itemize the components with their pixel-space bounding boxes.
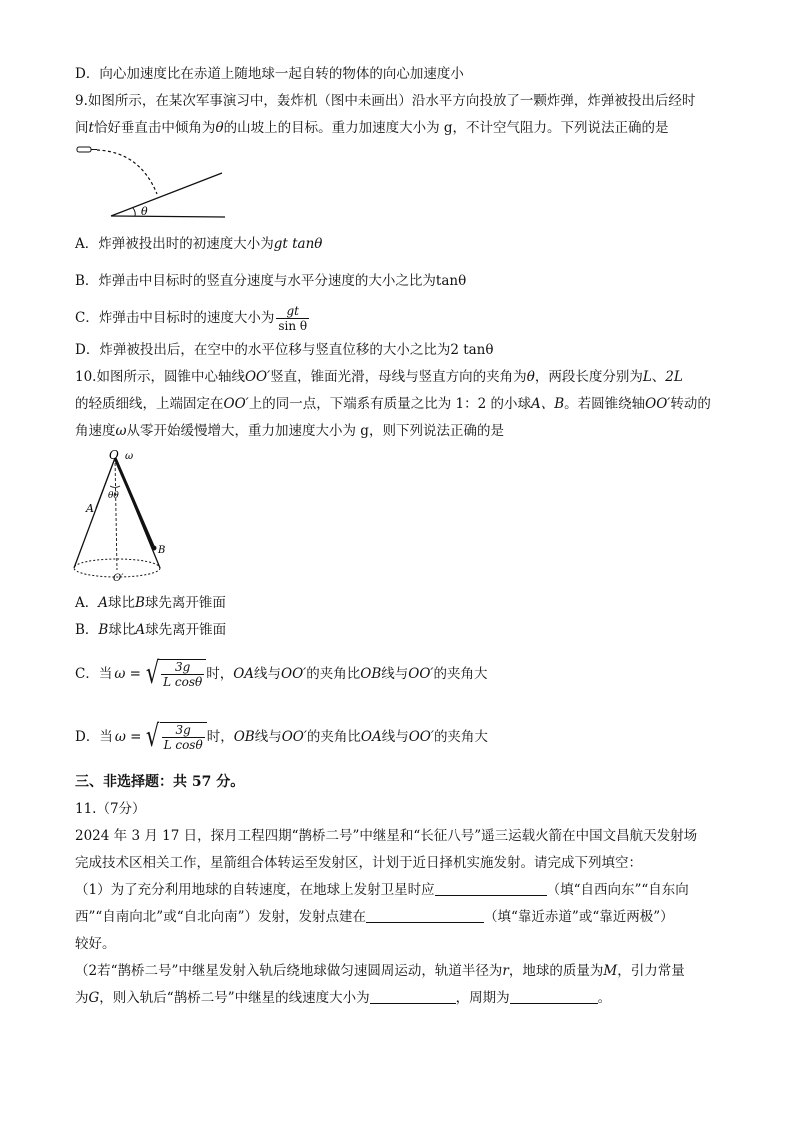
q10-option-a: A．A球比B球先离开锥面	[75, 595, 226, 611]
q9-stem-line1: 9.如图所示，在某次军事演习中，轰炸机（图中未画出）沿水平方向投放了一颗炸弹，炸弹被投出后经时	[75, 93, 696, 109]
q9-slope-figure	[75, 142, 235, 222]
q10-option-c: C．当 ω = √ $\frac{3g}{\text{L cosθ}}$ 时， OA 线与 OO′ 的夹角比 OB 线与 OO′ 的夹角大	[75, 656, 488, 691]
string-ob	[115, 458, 153, 546]
fig-label-b: B	[158, 545, 166, 556]
bomb-icon	[77, 147, 91, 152]
q11-part1-line2: 西”“自南向北”或“自北向南”）发射，发射点建在 （填“靠近赤道”或“靠近两极”）	[75, 909, 674, 925]
q10-d-sqrt: √ $\frac{3g}{\text{L cosθ}}$	[143, 722, 206, 752]
q10-c-sqrt: √ $\frac{3g}{\text{L cosθ}}$	[143, 659, 206, 689]
q10-stem-line3: 角速度ω从零开始缓慢增大，重力加速度大小为 g，则下列说法正确的是	[75, 423, 504, 439]
q10-stem-line2: 的轻质细线，上端固定在OO′上的同一点，下端系有质量之比为 1：2 的小球A、B。若圆锥绕轴OO′转动的	[75, 396, 711, 412]
q10-stem-line1: 10.如图所示，圆锥中心轴线OO′竖直，锥面光滑，母线与竖直方向的夹角为θ，两段长度分别为L、2L	[75, 369, 683, 385]
ball-b-icon	[152, 546, 157, 551]
q11-part2-line1: （2若“鹊桥二号”中继星发射入轨后绕地球做匀速圆周运动，轨道半径为r，地球的质量为M，引力常量	[75, 963, 685, 979]
fig-label-o: O	[109, 448, 119, 462]
q11-intro-line1: 2024 年 3 月 17 日，探月工程四期“鹊桥二号”中继星和“长征八号”遥三运载火箭在中国文昌航天发射场	[75, 828, 698, 844]
fig-label-omega: ω	[125, 451, 134, 462]
q9-option-b: B．炸弹击中目标时的竖直分速度与水平分速度的大小之比为tanθ	[75, 273, 467, 289]
q8-option-d: D．向心加速度比在赤道上随地球一起自转的物体的向心加速度小	[75, 66, 464, 82]
q9-option-a: A．炸弹被投出时的初速度大小为gt tanθ	[75, 236, 323, 252]
slope-line	[111, 173, 222, 216]
answer-blank-3[interactable]	[370, 989, 456, 1004]
fig-label-theta: θθ	[108, 491, 119, 501]
q9-stem-line2: 间t恰好垂直击中倾角为θ的山坡上的目标。重力加速度大小为 g，不计空气阻力。下列说法正确的是	[75, 120, 669, 136]
bomb-trajectory	[97, 150, 157, 194]
ground-line	[111, 216, 225, 217]
answer-blank-1[interactable]	[435, 881, 547, 896]
q9-c-fraction: $\frac{gt}{\text{sin θ}}$	[278, 304, 308, 333]
q11-part2-line2: 为G，则入轨后“鹊桥二号”中继星的线速度大小为 ，周期为 。	[75, 990, 612, 1006]
answer-blank-4[interactable]	[510, 989, 598, 1004]
q9-fig-theta: θ	[141, 205, 148, 218]
fig-label-o-prime: O′	[113, 573, 124, 583]
q9-option-c: C．炸弹击中目标时的速度大小为 $\frac{gt}{\text{sin θ}}$	[75, 304, 308, 333]
q11-header: 11.（7分）	[75, 801, 146, 817]
q11-intro-line2: 完成技术区相关工作，星箭组合体转运至发射区，计划于近日择机实施发射。请完成下列填空：	[75, 855, 642, 871]
q11-part1-line3: 较好。	[75, 936, 116, 952]
fig-label-a: A	[86, 502, 94, 515]
section-3-title: 三、非选择题：共 57 分。	[75, 774, 245, 790]
cone-axis	[115, 458, 117, 570]
q11-part1-line1: （1）为了充分利用地球的自转速度，在地球上发射卫星时应 （填“自西向东”“自东向	[75, 882, 689, 898]
q9-option-d: D．炸弹被投出后，在空中的水平位移与竖直位移的大小之比为2 tanθ	[75, 342, 494, 358]
q10-option-b: B．B球比A球先离开锥面	[75, 622, 227, 638]
q10-cone-figure	[70, 448, 180, 583]
q10-option-d: D．当 ω = √ $\frac{3g}{\text{L cosθ}}$ 时， OB 线与 OO′ 的夹角比 OA 线与 OO′ 的夹角大	[75, 719, 488, 754]
answer-blank-2[interactable]	[366, 908, 484, 923]
